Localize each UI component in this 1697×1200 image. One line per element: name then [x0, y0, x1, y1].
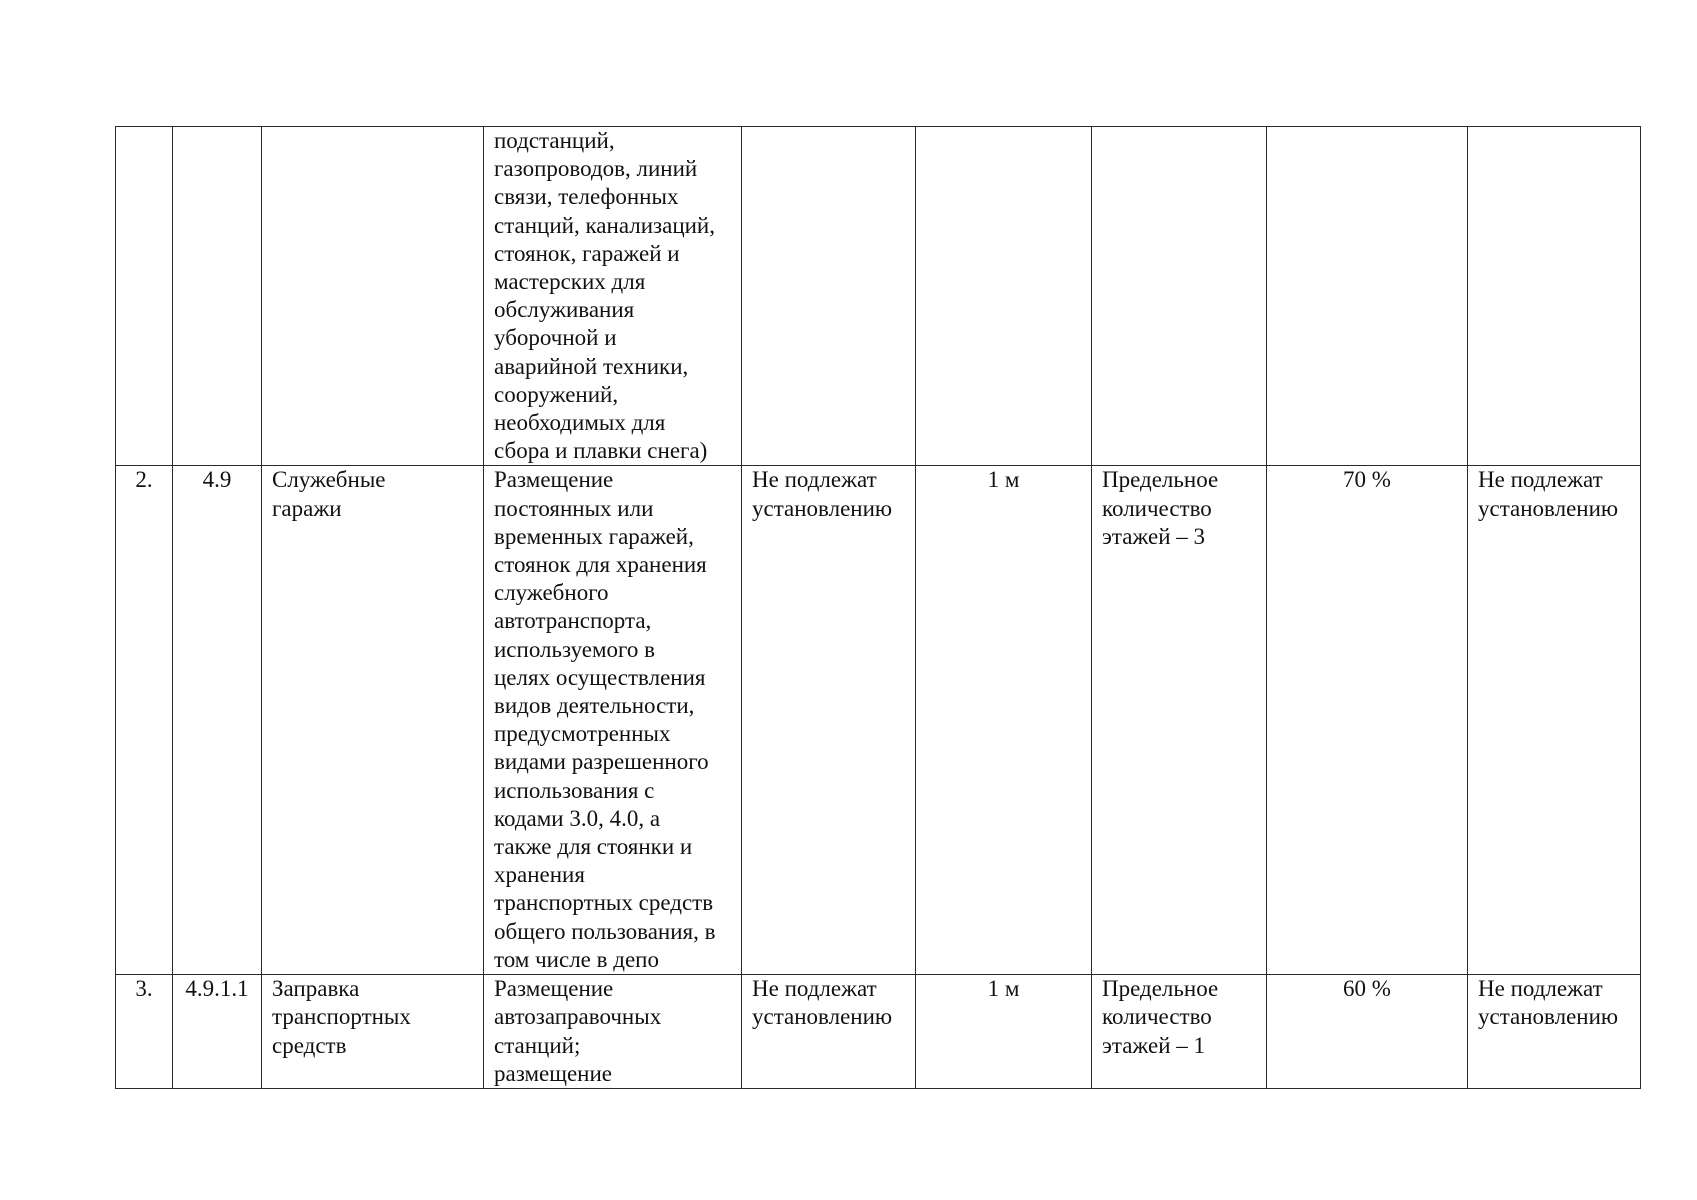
- cell-number: 3.: [116, 975, 173, 1089]
- cell-name: Заправка транспортных средств: [262, 975, 484, 1089]
- cell-floors: [1092, 127, 1267, 466]
- cell-code: 4.9: [173, 466, 262, 975]
- cell-min-size: Не подлежат установлению: [742, 466, 916, 975]
- cell-restrictions: Не подлежат установлению: [1468, 466, 1641, 975]
- cell-description: подстанций, газопроводов, линий связи, телефонных станций, канализаций, стоянок, гаражей и мастерских для обслуживания уборочной и аварийной техники, сооружений, необходимых для сбора и плавки снега): [484, 127, 742, 466]
- cell-min-size: [742, 127, 916, 466]
- cell-description: Размещение постоянных или временных гаражей, стоянок для хранения служебного автотранспорта, используемого в целях осуществления видов деятельности, предусмотренных видами разрешенного использования с кодами 3.0, 4.0, а также для стоянки и хранения транспортных средств общего пользования, в том числе в депо: [484, 466, 742, 975]
- cell-number: [116, 127, 173, 466]
- cell-code: [173, 127, 262, 466]
- cell-min-size: Не подлежат установлению: [742, 975, 916, 1089]
- cell-code: 4.9.1.1: [173, 975, 262, 1089]
- cell-restrictions: [1468, 127, 1641, 466]
- cell-setback: 1 м: [916, 466, 1092, 975]
- cell-floors: Предельное количество этажей – 1: [1092, 975, 1267, 1089]
- cell-description: Размещение автозаправочных станций; размещение: [484, 975, 742, 1089]
- cell-coverage: 70 %: [1267, 466, 1468, 975]
- cell-floors: Предельное количество этажей – 3: [1092, 466, 1267, 975]
- table-row: [116, 127, 1641, 466]
- table-row: [116, 466, 1641, 975]
- land-use-regulations-table: [115, 126, 1641, 1089]
- cell-coverage: 60 %: [1267, 975, 1468, 1089]
- cell-name: [262, 127, 484, 466]
- cell-setback: [916, 127, 1092, 466]
- cell-restrictions: Не подлежат установлению: [1468, 975, 1641, 1089]
- cell-number: 2.: [116, 466, 173, 975]
- cell-coverage: [1267, 127, 1468, 466]
- table-row: [116, 975, 1641, 1089]
- cell-name: Служебные гаражи: [262, 466, 484, 975]
- cell-setback: 1 м: [916, 975, 1092, 1089]
